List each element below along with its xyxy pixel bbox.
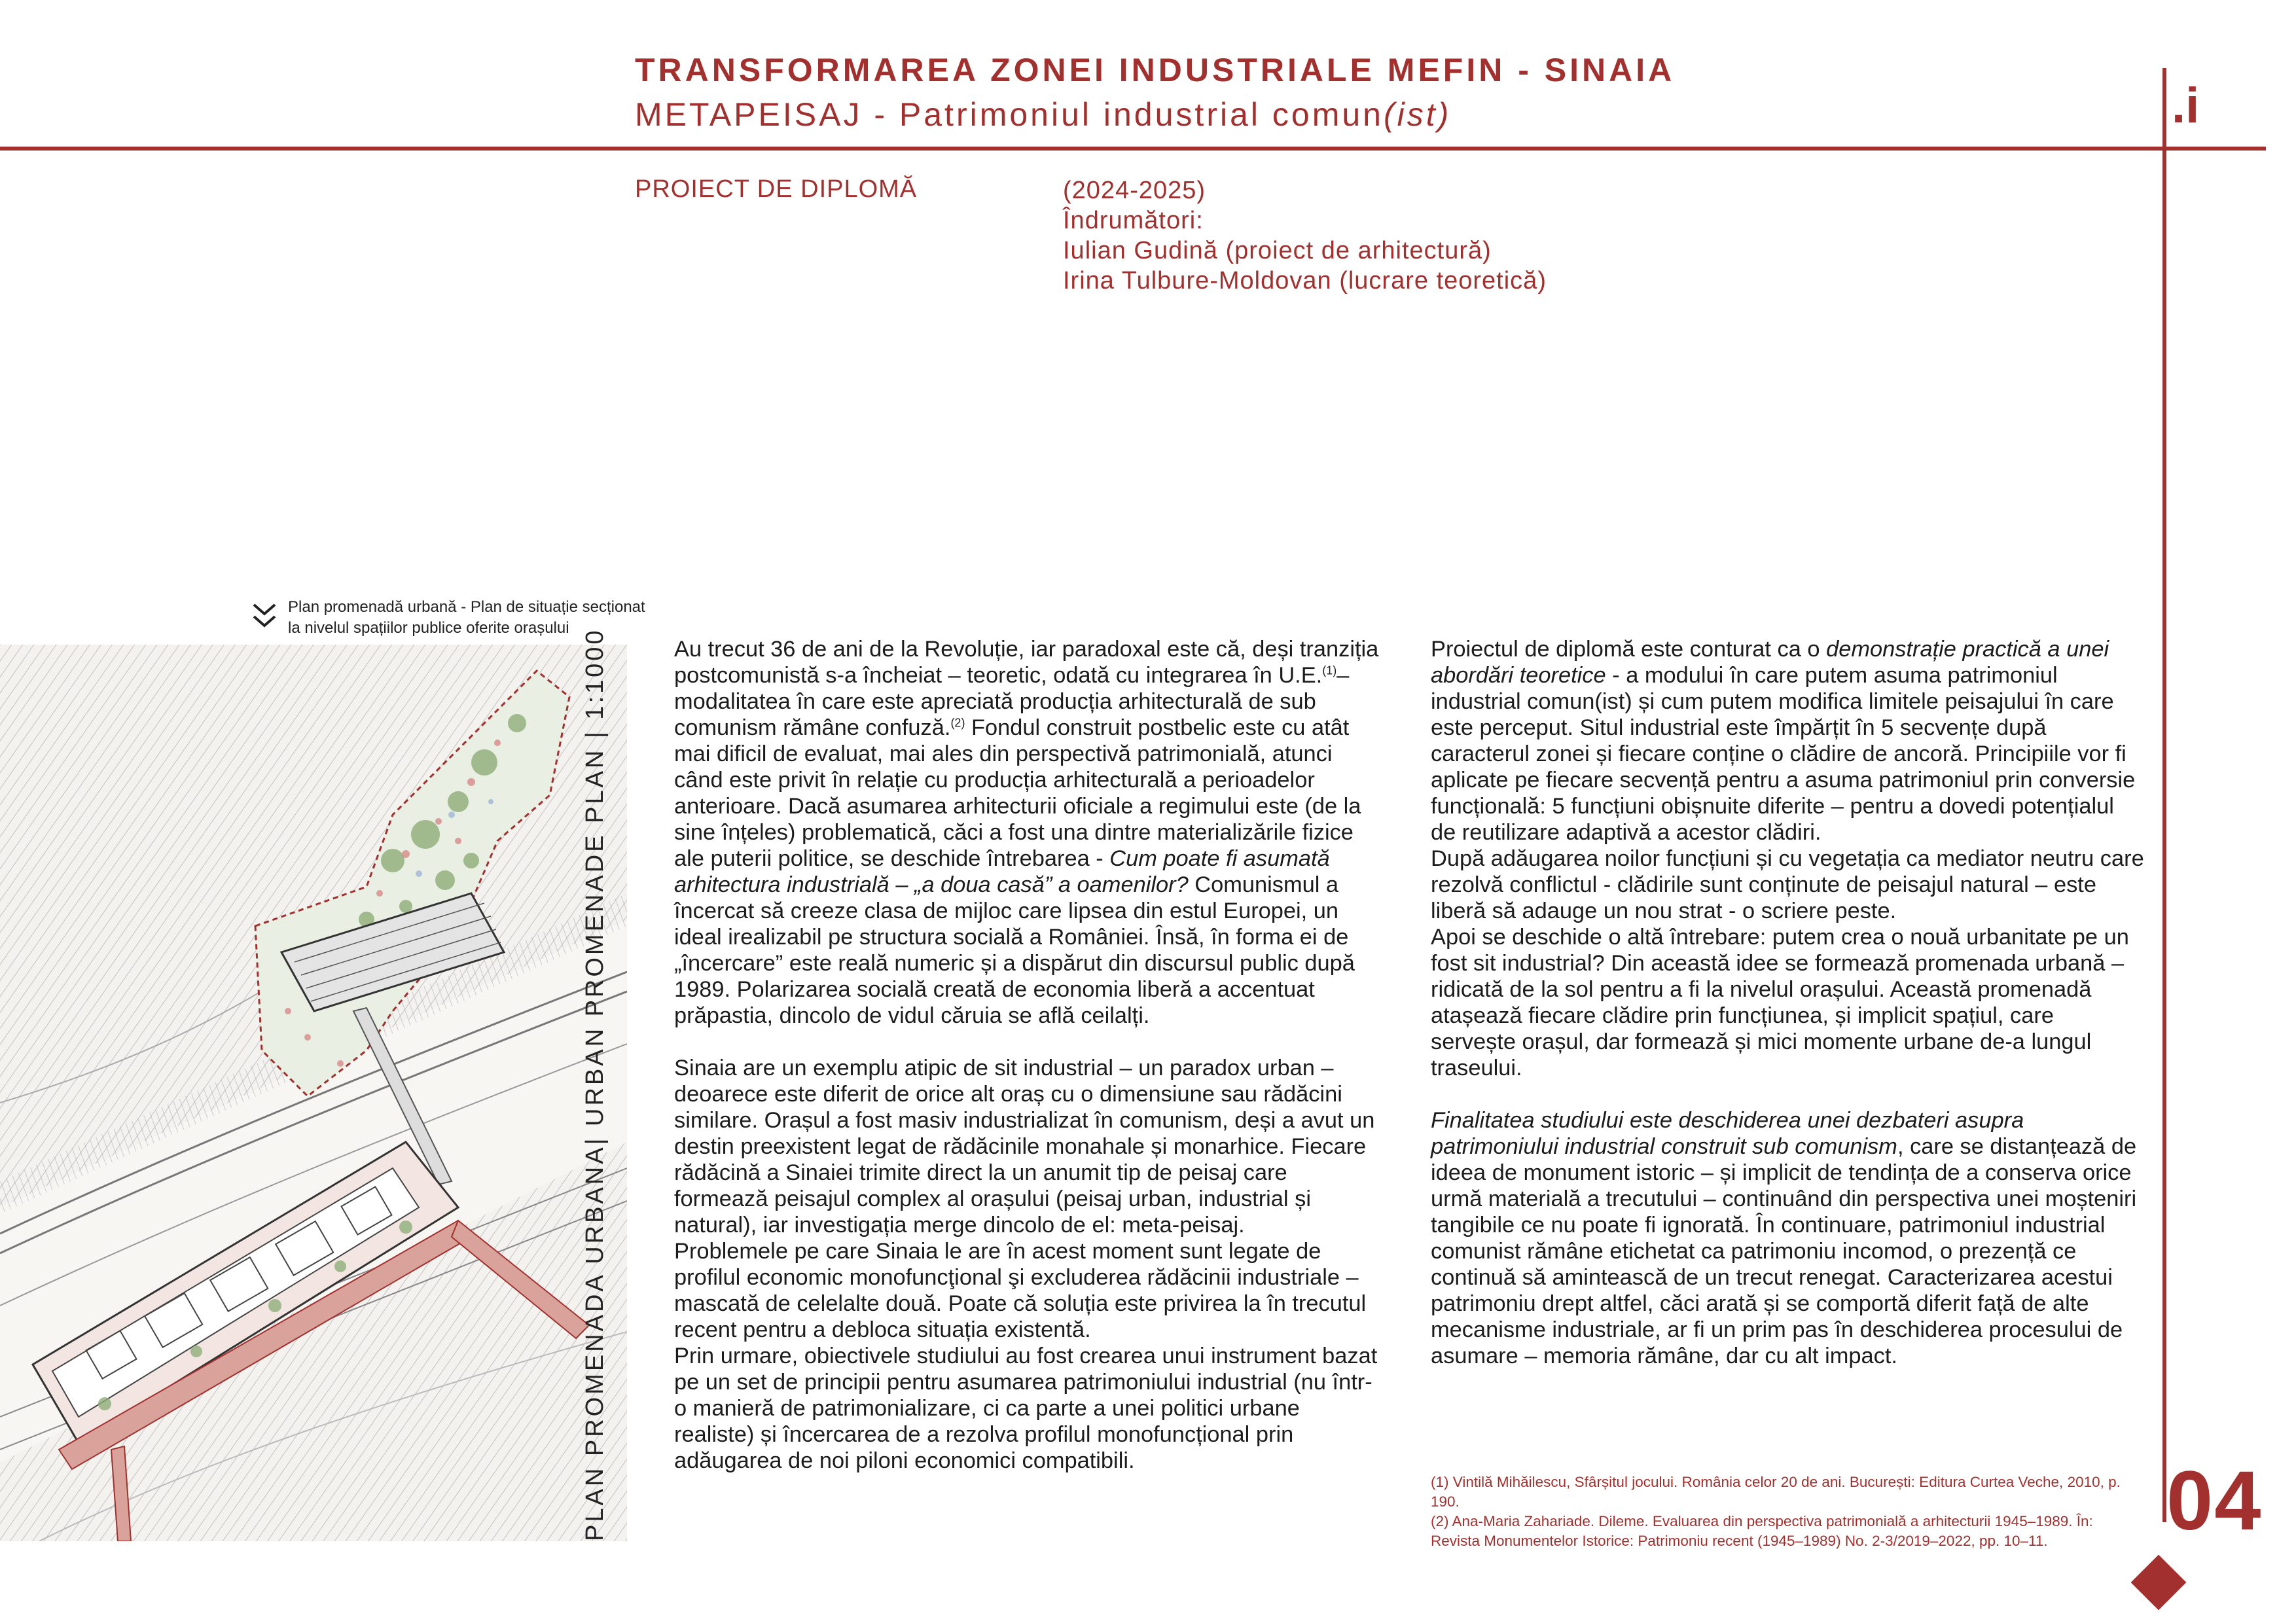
supervisor-1: Iulian Gudină (proiect de arhitectură) bbox=[1063, 237, 1492, 264]
col2-paragraph-4 bbox=[1431, 1107, 2144, 1369]
text-column-1 bbox=[674, 636, 1384, 1474]
chapter-mark: .i bbox=[2172, 78, 2200, 134]
project-meta bbox=[1063, 175, 1547, 296]
subtitle-italic: (ist) bbox=[1383, 96, 1452, 133]
col2-p4-b: , care se distanțează de ideea de monument istoric – și implicit de tendința de a conserva orice urmă materială a trecutului – continuând din perspectiva unei moșteniri tangibile ce nu poate fi ignorată. În continuare, patrimoniul industrial comunist rămâne etichetat ca patrimoniu incomod, o prezență ce continuă să amintească de un trecut renegat. Caracterizarea acestui patrimoniu drept altfel, căci arată și se comportă diferit față de alte mecanisme industriale, ar fi un prim pas în deschiderea procesului de asumare – memoria rămâne, dar cu alt impact. bbox=[1431, 1134, 2137, 1368]
col1-paragraph-4: Prin urmare, obiectivele studiului au fost crearea unui instrument bazat pe un set de principii pentru asumarea patrimoniului industrial (nu într-o manieră de patrimonializare, ci ca parte a unei politici urbane realiste) și încercarea de a rezolva profilul monofuncțional prin adăugarea de noi piloni economici compatibili. bbox=[674, 1344, 1378, 1473]
chevron-down-icon bbox=[251, 602, 278, 631]
col1-p1-b: – modalitatea în care este apreciată producția arhitecturală de sub comunism rămâne confuză. bbox=[674, 663, 1350, 740]
diamond-icon bbox=[2131, 1555, 2187, 1611]
plan-caption-line1: Plan promenadă urbană - Plan de situație secționat bbox=[288, 598, 645, 616]
plan-caption-line2: la nivelul spațiilor publice oferite orașului bbox=[288, 619, 569, 637]
col1-p1-d: Comunismul a încercat să creeze clasa de mijloc care lipsea din estul Europei, un ideal irealizabil pe structura socială a României. Însă, în forma ei de „încercare” este reală numeric și a dispărut din discursul public după 1989. Polarizarea socială creată de economia liberă a accentuat prăpastia, dincolo de vidul căruia se află ceilalți. bbox=[674, 872, 1355, 1028]
site-plan-drawing bbox=[0, 645, 627, 1541]
footnote-2-line1: (2) Ana-Maria Zahariade. Dileme. Evaluarea din perspectiva patrimonială a arhitecturii 1945–1989. În: bbox=[1431, 1513, 2093, 1529]
footnote-1: (1) Vintilă Mihăilescu, Sfârșitul jocului. România celor 20 de ani. București: Editura Curtea Veche, 2010, p. 190. bbox=[1431, 1474, 2121, 1510]
plan-caption bbox=[288, 597, 645, 639]
col2-paragraph-2: După adăugarea noilor funcțiuni și cu vegetația ca mediator neutru care rezolvă conflictul - clădirile sunt conținute de peisajul natural – este liberă să adauge un nou strat - o scriere peste. bbox=[1431, 846, 2144, 923]
text-column-2 bbox=[1431, 636, 2144, 1369]
col2-p1-italic: demonstrație practică a unei abordări teoretice bbox=[1431, 637, 2109, 688]
col1-p1-italic: Cum poate fi asumată arhitectura industrială – „a doua casă” a oamenilor? bbox=[674, 846, 1330, 897]
margin-rule bbox=[2162, 68, 2166, 1522]
col2-paragraph-1 bbox=[1431, 636, 2144, 846]
project-years: (2024-2025) bbox=[1063, 177, 1206, 204]
col2-p1-b: - a modului în care putem asuma patrimoniul industrial comun(ist) și cum putem modifica limitele peisajului în care este perceput. Situl industrial este împărțit în 5 secvențe după caracterul zonei și fiecare conține o clădire de ancoră. Principiile vor fi aplicate pe fiecare secvență pentru a asuma patrimoniul prin conversie funcțională: 5 funcțiuni obișnuite diferite – pentru a dovedi potențialul de reutilizare adaptivă a acestor clădiri. bbox=[1431, 663, 2136, 845]
header-rule bbox=[0, 147, 2266, 151]
page-title: TRANSFORMAREA ZONEI INDUSTRIALE MEFIN - SINAIA bbox=[635, 52, 1676, 88]
footnote-2-line2: Revista Monumentelor Istorice: Patrimoniu recent (1945–1989) No. 2-3/2019–2022, pp. 10–11. bbox=[1431, 1533, 2048, 1549]
subtitle-main: METAPEISAJ - Patrimoniul industrial comun bbox=[635, 96, 1384, 133]
site-plan-svg bbox=[0, 645, 627, 1541]
col2-paragraph-3: Apoi se deschide o altă întrebare: putem crea o nouă urbanitate pe un fost sit industrial? Din această idee se formează promenada urbană – ridicată de la sol pentru a fi la nivelul orașului. Această promenadă atașează fiecare clădire prin funcțiunea, și implicit spațiul, care servește orașul, dar formează și mici momente urbane de-a lungul traseului. bbox=[1431, 925, 2129, 1080]
col1-p1-c: Fondul construit postbelic este cu atât mai dificil de evaluat, mai ales din perspectivă patrimonială, atunci când este privit în relație cu producția arhitecturală a perioadelor anterioare. Dacă asumarea arhitecturii oficiale a regimului este (de la sine înțeles) problematică, căci a fost una dintre materializările fizice ale puterii politice, se deschide întrebarea - bbox=[674, 715, 1361, 871]
page-subtitle bbox=[635, 96, 1451, 134]
footnote-ref-1: (1) bbox=[1322, 664, 1337, 677]
supervisors-label: Îndrumători: bbox=[1063, 207, 1204, 234]
col1-paragraph-2: Sinaia are un exemplu atipic de sit industrial – un paradox urban – deoarece este diferit de orice alt oraș cu o dimensiune sau rădăcini similare. Orașul a fost masiv industrializat în comunism, deși a avut un destin preexistent legat de rădăcinile monahale și monarhice. Fiecare rădăcină a Sinaiei trimite direct la un anumit tip de peisaj care formează peisajul complex al orașului (peisaj urban, industrial și natural), iar investigația merge dincolo de el: meta-peisaj. bbox=[674, 1056, 1375, 1238]
footnotes bbox=[1431, 1472, 2144, 1551]
col1-paragraph-1 bbox=[674, 636, 1384, 1029]
col2-p1-a: Proiectul de diplomă este conturat ca o bbox=[1431, 637, 1827, 662]
footnote-ref-2: (2) bbox=[950, 716, 965, 730]
plan-vertical-label: PLAN PROMENADA URBANA| URBAN PROMENADE PLAN | 1:1000 bbox=[581, 628, 609, 1541]
col1-p1-a: Au trecut 36 de ani de la Revoluție, iar paradoxal este că, deși tranziția postcomunistă s-a încheiat – teoretic, odată cu integrarea în U.E. bbox=[674, 637, 1379, 688]
supervisor-2: Irina Tulbure-Moldovan (lucrare teoretică) bbox=[1063, 267, 1547, 294]
col2-p4-italic: Finalitatea studiului este deschiderea unei dezbateri asupra patrimoniului industrial construit sub comunism bbox=[1431, 1108, 2024, 1159]
col1-paragraph-3: Problemele pe care Sinaia le are în acest moment sunt legate de profilul economic monofuncţional şi excluderea rădăcinii industriale – mascată de celelalte două. Poate că soluția este privirea la în trecutul recent pentru a debloca situația existentă. bbox=[674, 1239, 1367, 1342]
page-number: 04 bbox=[2166, 1454, 2263, 1548]
project-label: PROIECT DE DIPLOMĂ bbox=[635, 175, 918, 203]
